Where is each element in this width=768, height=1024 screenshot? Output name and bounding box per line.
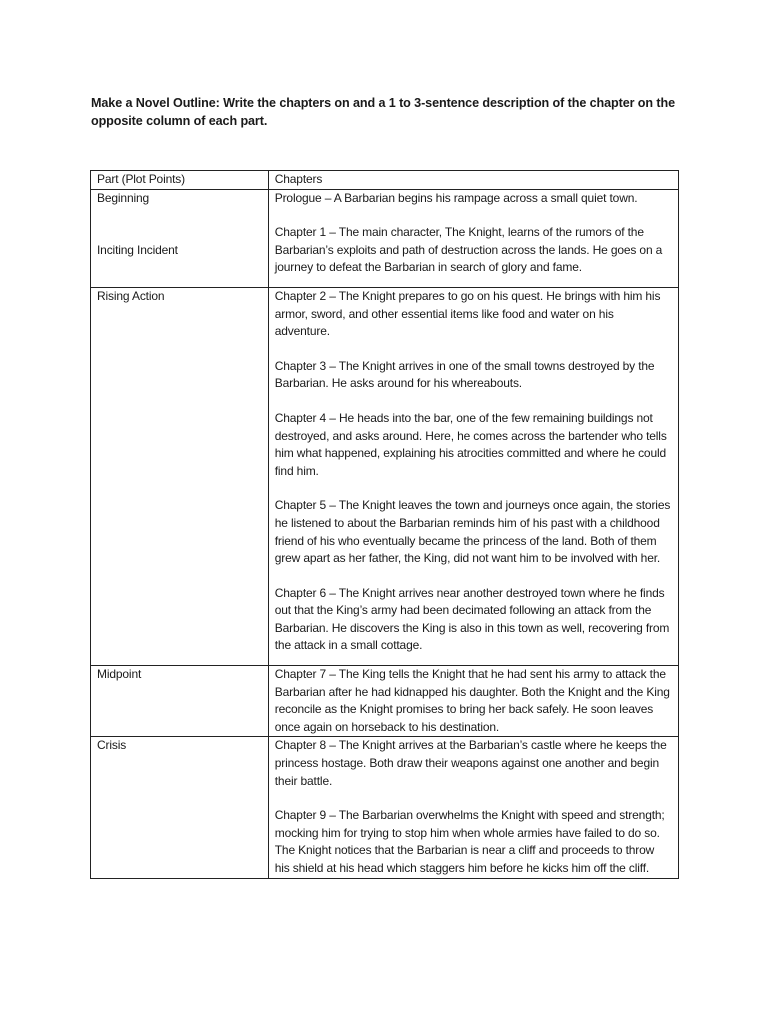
chapters-cell xyxy=(268,287,678,665)
chapter-description: Chapter 1 – The main character, The Knight, learns of the rumors of the Barbarian’s exploits and path of destruction across the lands. He goes on a journey to defeat the Barbarian in search of glory and fame. xyxy=(274,225,663,275)
chapter-description: Chapter 4 – He heads into the bar, one of the few remaining buildings not destroyed, and asks around. Here, he comes across the bartender who tells him what happened, explaining his atrocities committed and where he could find him. xyxy=(274,410,667,478)
chapter-description: Chapter 5 – The Knight leaves the town and journeys once again, the stories he listened to about the Barbarian reminds him of his past with a childhood friend of his who eventually became the princess of the land. Both of them grew apart as her father, the King, did not want him to be involved with her. xyxy=(274,498,671,566)
chapter-description: Chapter 2 – The Knight prepares to go on his quest. He brings with him his armor, sword, and other essential items like food and water on his adventure. xyxy=(274,288,661,339)
chapter-description: Chapter 6 – The Knight arrives near another destroyed town where he finds out that the King’s army had been decimated following an attack from the Barbarian. He discovers the King is also in this town as well, recovering from the attack in a small cottage. xyxy=(274,585,670,653)
spacer xyxy=(275,790,672,807)
part-label: Beginning xyxy=(97,190,150,205)
spacer xyxy=(275,207,672,224)
spacer xyxy=(275,393,672,410)
part-label: Midpoint xyxy=(97,667,142,682)
part-label: Crisis xyxy=(97,738,127,753)
chapter-description: Prologue – A Barbarian begins his rampage across a small quiet town. xyxy=(274,190,638,205)
chapter-description: Chapter 9 – The Barbarian overwhelms the Knight with speed and strength; mocking him for trying to stop him when whole armies have failed to do so. The Knight notices that the Barbarian is near a cliff and proceeds to throw his shield at his head which staggers him before he kicks him off the cliff. xyxy=(274,808,665,875)
part-label: Inciting Incident xyxy=(97,243,178,258)
header-chapters-cell: Chapters xyxy=(268,171,678,190)
part-cell xyxy=(91,189,269,287)
part-cell xyxy=(91,287,269,665)
part-cell xyxy=(91,666,269,737)
table-header-row xyxy=(91,171,679,190)
novel-outline-table xyxy=(90,170,679,879)
spacer xyxy=(275,480,672,497)
chapters-cell xyxy=(268,189,678,287)
chapters-cell xyxy=(268,737,678,878)
spacer xyxy=(97,207,262,242)
table-row xyxy=(91,737,679,878)
spacer xyxy=(275,341,672,358)
part-cell xyxy=(91,737,269,878)
chapter-description: Chapter 8 – The Knight arrives at the Barbarian’s castle where he keeps the princess hostage. Both draw their weapons against one another and begin their battle. xyxy=(274,738,667,788)
header-part-cell: Part (Plot Points) xyxy=(91,171,269,190)
spacer xyxy=(275,655,672,665)
part-label: Rising Action xyxy=(97,288,165,303)
spacer xyxy=(275,277,672,287)
table-row xyxy=(91,666,679,737)
table-row xyxy=(91,287,679,665)
chapter-description: Chapter 3 – The Knight arrives in one of the small towns destroyed by the Barbarian. He asks around for his whereabouts. xyxy=(274,358,655,391)
chapter-description: Chapter 7 – The King tells the Knight that he had sent his army to attack the Barbarian after he had kidnapped his daughter. Both the Knight and the King reconcile as the Knight promises to bring her back safely. He soon leaves once again on horseback to his destination. xyxy=(274,667,670,734)
chapters-cell xyxy=(268,666,678,737)
page-heading: Make a Novel Outline: Write the chapters on and a 1 to 3-sentence description of the chapter on the opposite column of each part. xyxy=(91,96,675,128)
table-row xyxy=(91,189,679,287)
spacer xyxy=(275,568,672,585)
